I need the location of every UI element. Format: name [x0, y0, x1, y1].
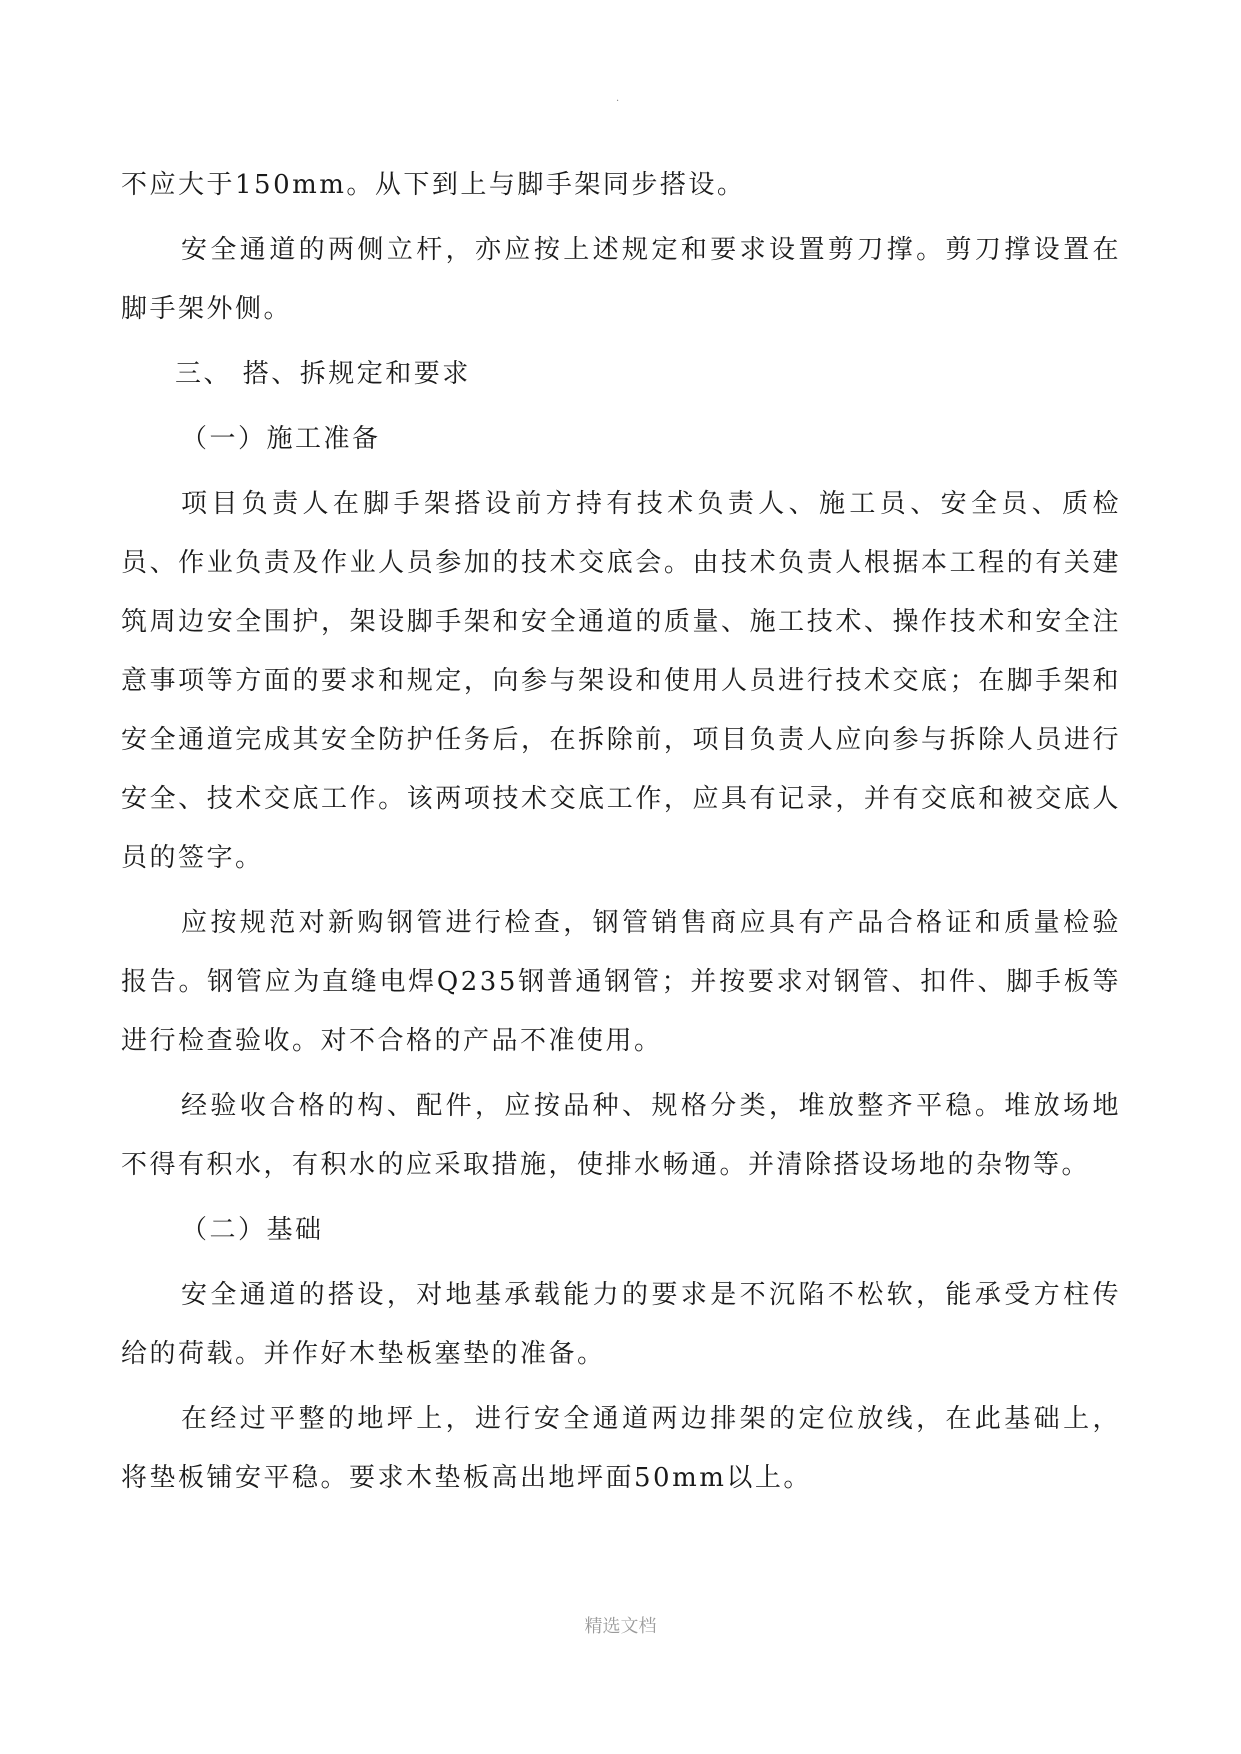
paragraph-foundation-requirements: 安全通道的搭设，对地基承载能力的要求是不沉陷不松软，能承受方柱传给的荷载。并作好木垫板塞垫的准备。 — [121, 1280, 1121, 1369]
paragraph-passage-sides: 安全通道的两侧立杆，亦应按上述规定和要求设置剪刀撑。剪刀撑设置在脚手架外侧。 — [121, 235, 1121, 324]
document-body — [121, 156, 1121, 1514]
section-heading-erection-dismantling: 三、 搭、拆规定和要求 — [175, 359, 471, 389]
paragraph-continuation: 不应大于150mm。从下到上与脚手架同步搭设。 — [121, 170, 746, 200]
header-mark: · — [616, 96, 620, 107]
paragraph-steel-pipe-inspection: 应按规范对新购钢管进行检查，钢管销售商应具有产品合格证和质量检验报告。钢管应为直缝电焊Q235钢普通钢管；并按要求对钢管、扣件、脚手板等进行检查验收。对不合格的产品不准使用。 — [121, 908, 1121, 1056]
paragraph-layout-pads: 在经过平整的地坪上，进行安全通道两边排架的定位放线，在此基础上，将垫板铺安平稳。要求木垫板高出地坪面50mm以上。 — [121, 1404, 1121, 1493]
page-footer: 精选文档 — [584, 1616, 657, 1637]
paragraph-component-storage: 经验收合格的构、配件，应按品种、规格分类，堆放整齐平稳。堆放场地不得有积水，有积水的应采取措施，使排水畅通。并清除搭设场地的杂物等。 — [121, 1091, 1121, 1180]
paragraph-technical-briefing: 项目负责人在脚手架搭设前方持有技术负责人、施工员、安全员、质检员、作业负责及作业人员参加的技术交底会。由技术负责人根据本工程的有关建筑周边安全围护，架设脚手架和安全通道的质量、施工技术、操作技术和安全注意事项等方面的要求和规定，向参与架设和使用人员进行技术交底；在脚手架和安全通道完成其安全防护任务后，在拆除前，项目负责人应向参与拆除人员进行安全、技术交底工作。该两项技术交底工作，应具有记录，并有交底和被交底人员的签字。 — [121, 489, 1121, 873]
subsection-heading-foundation: （二）基础 — [181, 1215, 324, 1245]
subsection-heading-preparation: （一）施工准备 — [181, 424, 381, 454]
